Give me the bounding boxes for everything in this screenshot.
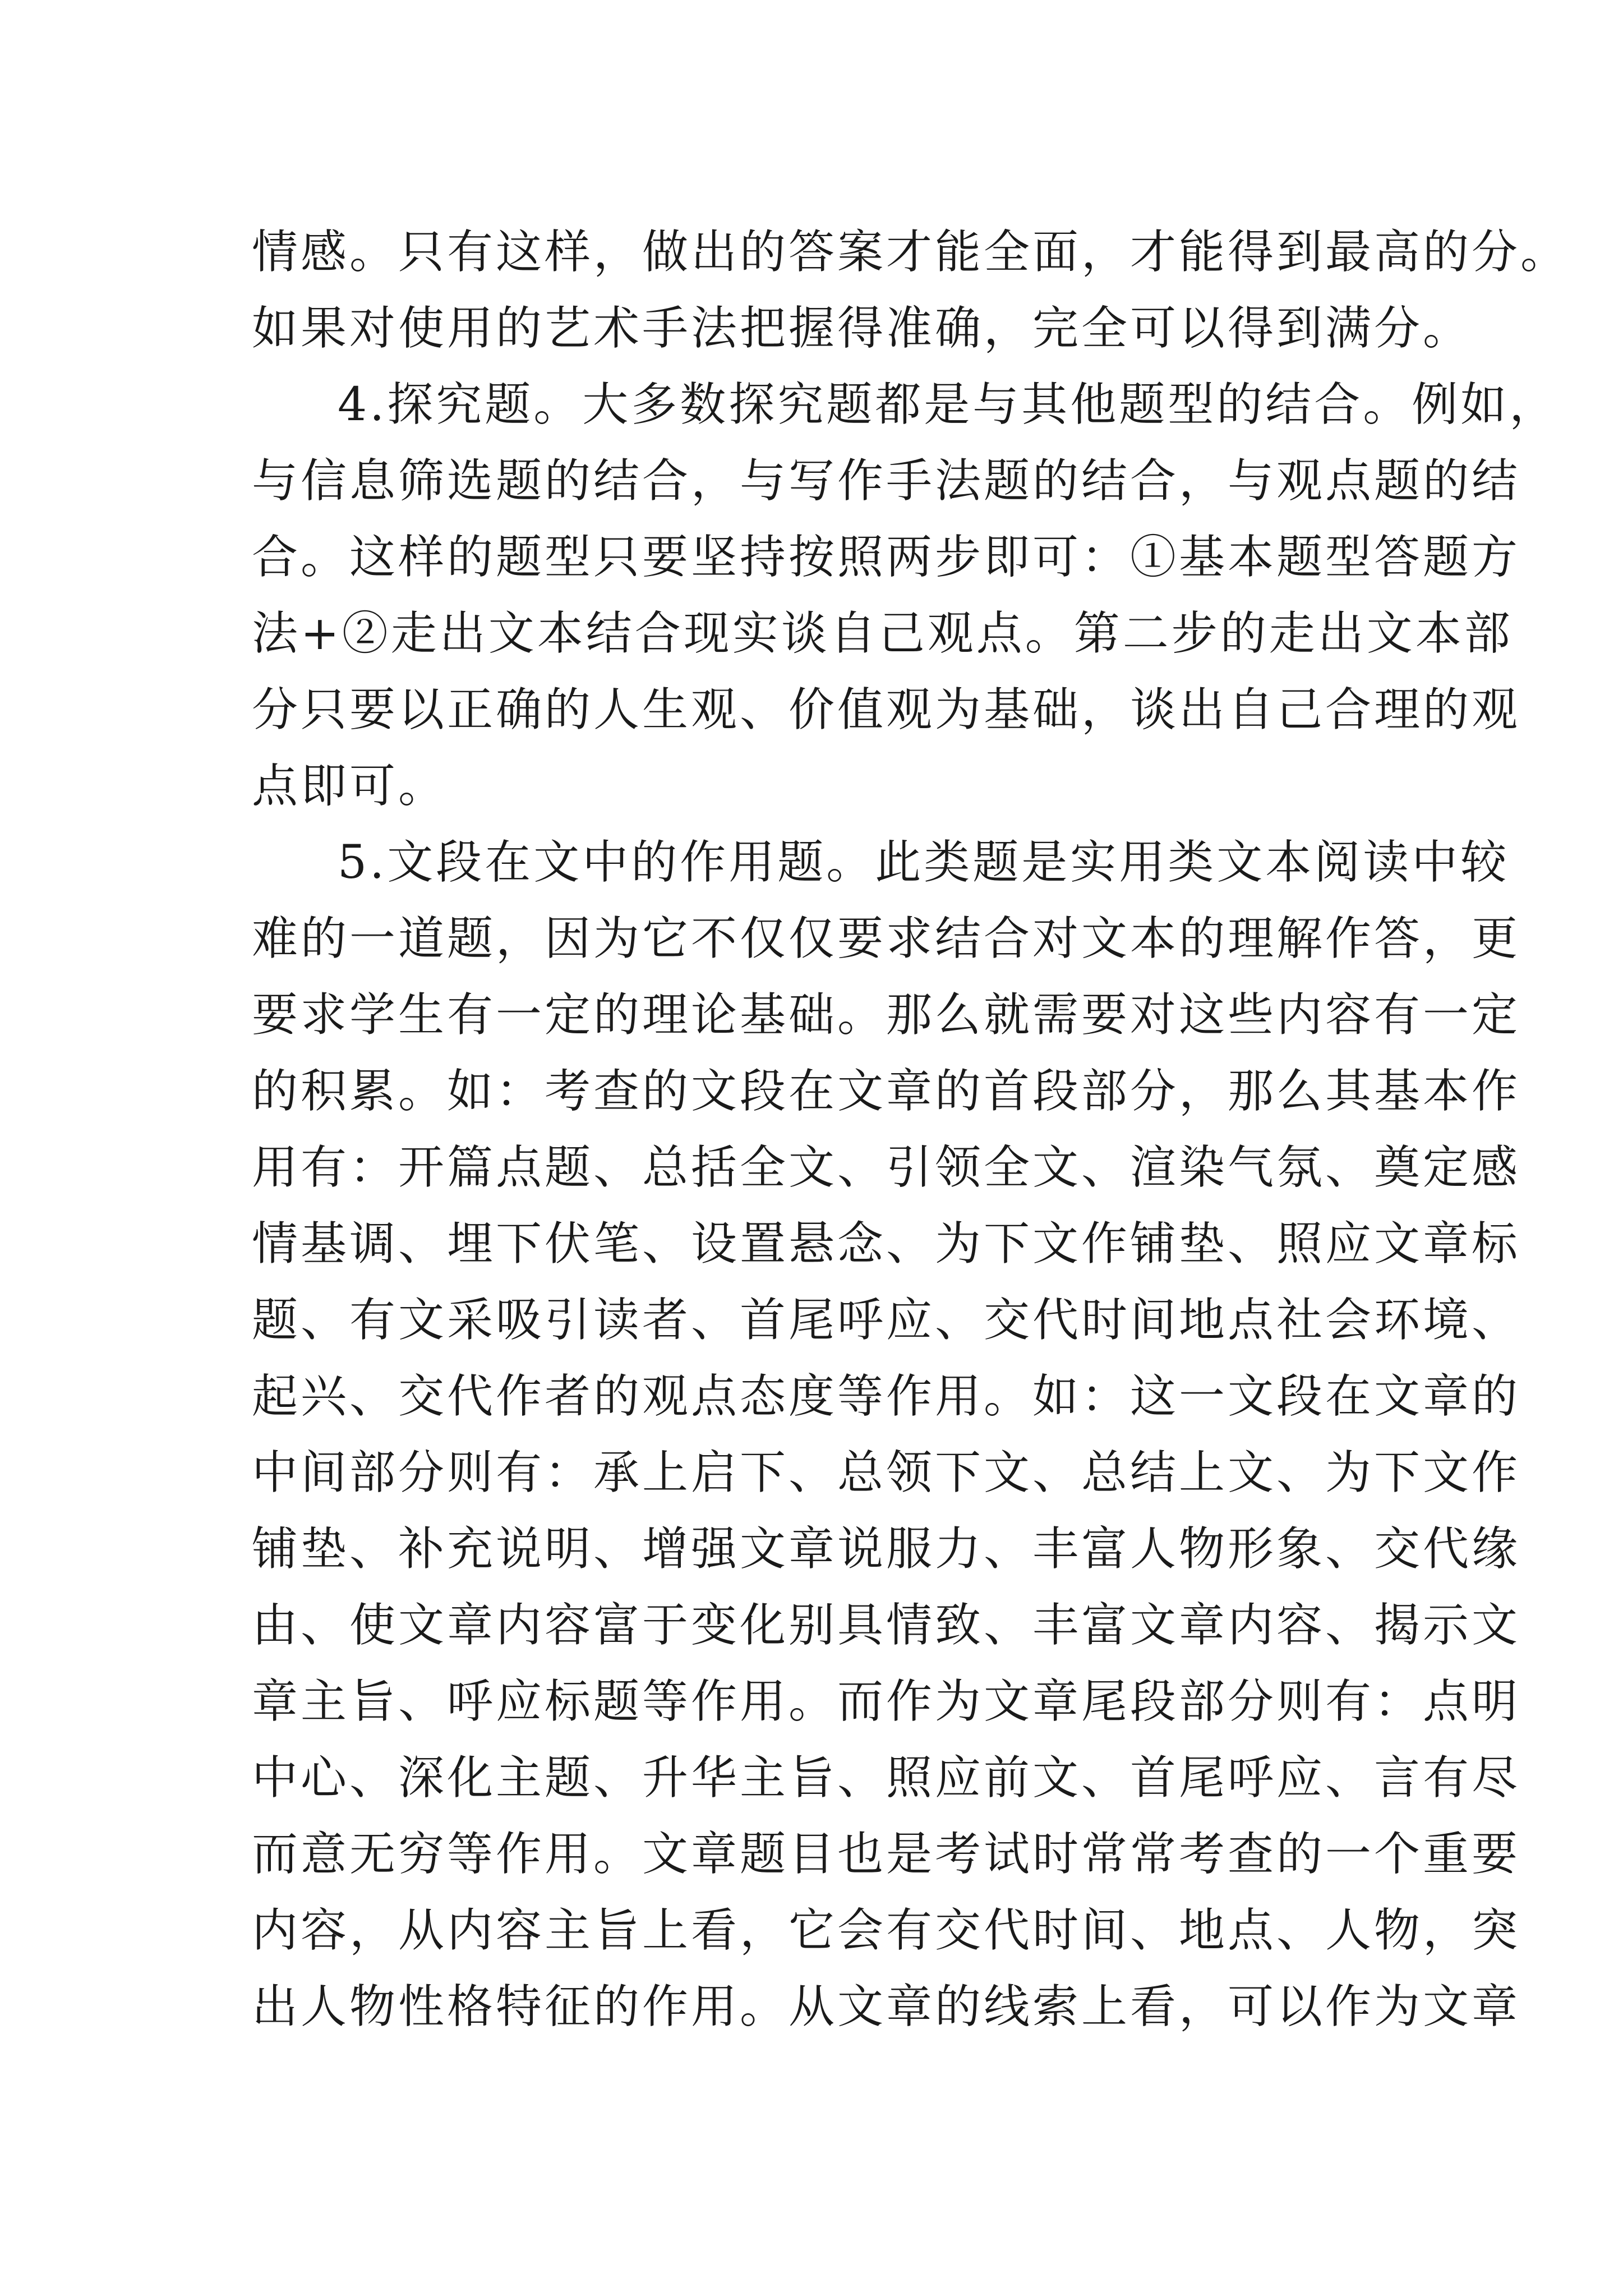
paragraph-item-4 [252,367,1559,825]
text-line: 而意无穷等作用。文章题目也是考试时常常考查的一个重要 [252,1828,1521,1881]
text-line: 中心、深化主题、升华主旨、照应前文、首尾呼应、言有尽 [252,1751,1521,1805]
text-line: 情感。只有这样，做出的答案才能全面，才能得到最高的分。 [252,226,1570,279]
paragraph-item-5 [252,825,1521,2045]
text-line: 4.探究题。大多数探究题都是与其他题型的结合。例如， [338,378,1559,431]
text-line: 铺垫、补充说明、增强文章说服力、丰富人物形象、交代缘 [252,1522,1521,1576]
text-line: 题、有文采吸引读者、首尾呼应、交代时间地点社会环境、 [252,1294,1521,1347]
text-line: 用有：开篇点题、总括全文、引领全文、渲染气氛、奠定感 [252,1141,1521,1194]
text-line: 与信息筛选题的结合，与写作手法题的结合，与观点题的结 [252,454,1521,508]
text-line: 难的一道题，因为它不仅仅要求结合对文本的理解作答，更 [252,912,1521,965]
text-line: 出人物性格特征的作用。从文章的线索上看，可以作为文章 [252,1980,1521,2033]
text-line: 5.文段在文中的作用题。此类题是实用类文本阅读中较 [338,836,1510,889]
text-line: 中间部分则有：承上启下、总领下文、总结上文、为下文作 [252,1446,1521,1499]
text-line: 如果对使用的艺术手法把握得准确，完全可以得到满分。 [252,302,1472,355]
text-line: 合。这样的题型只要坚持按照两步即可：①基本题型答题方 [252,531,1521,584]
paragraph-continuation [252,214,1570,367]
text-line: 章主旨、呼应标题等作用。而作为文章尾段部分则有：点明 [252,1675,1521,1728]
text-line: 的积累。如：考查的文段在文章的首段部分，那么其基本作 [252,1065,1521,1118]
text-line: 法+②走出文本结合现实谈自己观点。第二步的走出文本部 [252,607,1513,660]
text-line: 点即可。 [252,760,448,813]
text-line: 由、使文章内容富于变化别具情致、丰富文章内容、揭示文 [252,1599,1521,1652]
text-line: 分只要以正确的人生观、价值观为基础，谈出自己合理的观 [252,683,1521,737]
text-line: 内容，从内容主旨上看，它会有交代时间、地点、人物，突 [252,1904,1521,1957]
text-line: 情基调、埋下伏笔、设置悬念、为下文作铺垫、照应文章标 [252,1217,1521,1271]
body-text [252,214,1570,2045]
text-line: 起兴、交代作者的观点态度等作用。如：这一文段在文章的 [252,1370,1521,1423]
text-line: 要求学生有一定的理论基础。那么就需要对这些内容有一定 [252,988,1521,1042]
